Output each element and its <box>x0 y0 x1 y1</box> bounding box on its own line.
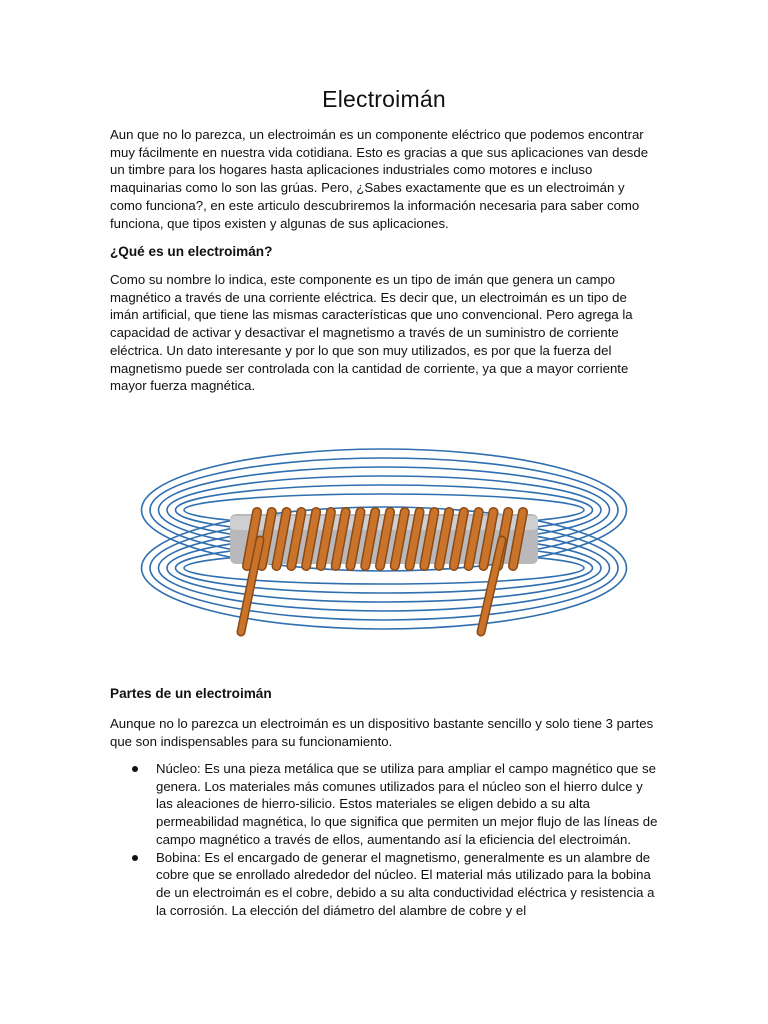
document-title: Electroimán <box>322 86 446 112</box>
bullet-icon <box>132 766 138 772</box>
section-heading-parts: Partes de un electroimán <box>110 686 272 701</box>
electromagnet-figure <box>110 400 658 680</box>
section-body-parts: Aunque no lo parezca un electroimán es un dispositivo bastante sencillo y solo tiene 3 partes que son indispensables para su funcionamiento. <box>110 716 654 749</box>
intro-paragraph: Aun que no lo parezca, un electroimán es un componente eléctrico que podemos encontrar muy fácilmente en nuestra vida cotidiana. Esto es gracias a que sus aplicaciones van desde un timbre para los hogares hasta aplicaciones industriales como motores e incluso maquinarias como lo son las grúas. Pero, ¿Sabes exactamente que es un electroimán y como funciona?, en este articulo descubriremos la información necesaria para saber como funciona, que tipos existen y algunas de sus aplicaciones. <box>110 127 649 231</box>
electromagnet-illustration <box>110 400 658 680</box>
list-item <box>110 760 658 849</box>
list-item-text: Bobina: Es el encargado de generar el magnetismo, generalmente es un alambre de cobre que se enrollado alrededor del núcleo. El material más utilizado para la bobina de un electroimán es el cobre, debido a su alta conductividad eléctrica y resistencia a la corrosión. La elección del diámetro del alambre de cobre y el <box>156 849 655 918</box>
section-body-what-is: Como su nombre lo indica, este componente es un tipo de imán que genera un campo magnético a través de una corriente eléctrica. Es decir que, un electroimán es un tipo de imán artificial, que tiene las mismas características que uno convencional. Pero agrega la capacidad de activar y desactivar el magnetismo a través de un suministro de corriente eléctrica. Un dato interesante y por lo que son muy utilizados, es por que la fuerza del magnetismo puede ser controlada con la cantidad de corriente, ya que a mayor corriente mayor fuerza magnética. <box>110 272 633 394</box>
parts-list <box>110 760 658 919</box>
section-heading-what-is: ¿Qué es un electroimán? <box>110 244 273 259</box>
list-item-text: Núcleo: Es una pieza metálica que se utiliza para ampliar el campo magnético que se genera. Los materiales más comunes utilizados para el núcleo son el hierro dulce y las aleaciones de hierro-silicio. Estos materiales se eligen debido a su alta permeabilidad magnética, lo que significa que permiten un mejor flujo de las líneas de campo magnético a través de ellos, aumentando así la eficiencia del electroimán. <box>156 761 658 847</box>
list-item <box>110 849 658 920</box>
bullet-icon <box>132 855 138 861</box>
